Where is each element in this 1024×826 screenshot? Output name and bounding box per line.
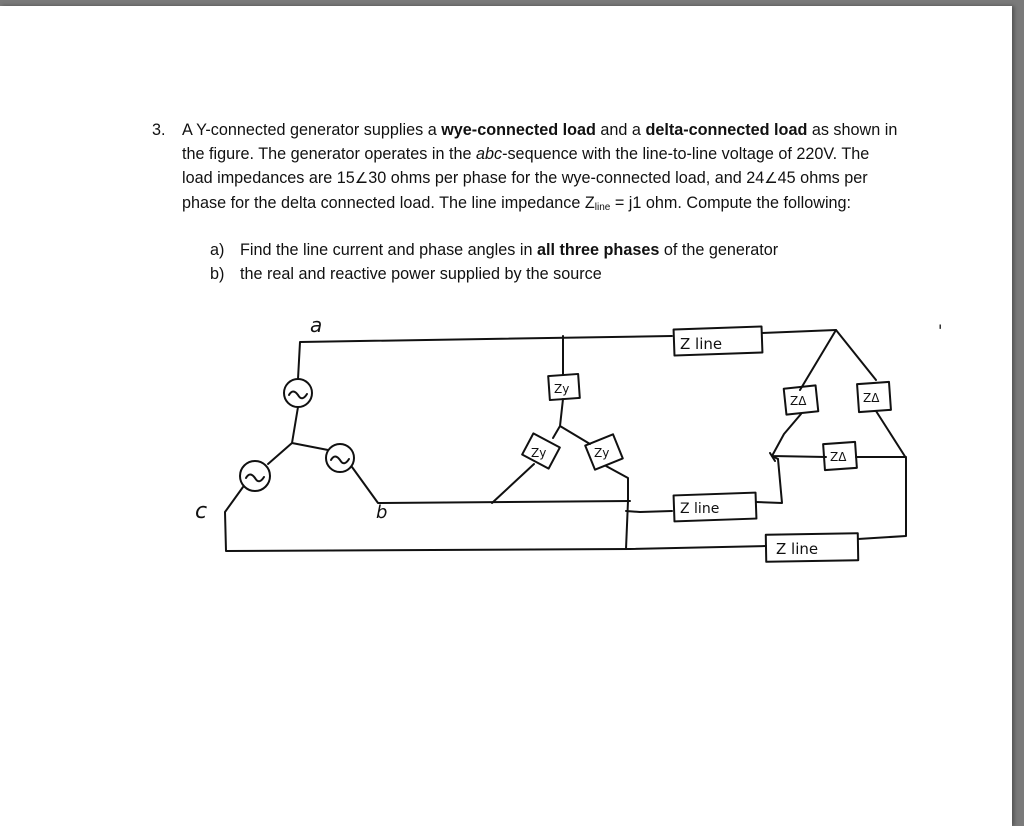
angle-symbol: ∠ <box>764 170 778 187</box>
emphasis-wye: wye-connected load <box>441 121 596 139</box>
line-impedance-c <box>766 533 858 562</box>
line-c-in <box>630 546 766 549</box>
delta-node-a <box>800 330 876 390</box>
wire-c-to-load <box>225 487 630 551</box>
wire-a-to-load <box>298 336 672 379</box>
wye-impedance-b <box>522 433 560 468</box>
svg-text:ZΔ: ZΔ <box>790 394 807 408</box>
svg-text:ZΔ: ZΔ <box>830 450 847 464</box>
delta-impedance-ca <box>857 382 891 412</box>
angle-symbol: ∠ <box>354 170 369 187</box>
svg-text:Zy: Zy <box>531 446 547 460</box>
delta-leg-ca <box>876 411 906 458</box>
generator-source-b <box>326 444 354 472</box>
svg-text:Z line: Z line <box>776 540 819 558</box>
circuit-diagram <box>0 6 1012 826</box>
delta-impedance-bc <box>823 442 857 470</box>
wye-impedance-a <box>548 374 580 400</box>
wye-star-point <box>553 399 590 444</box>
emphasis-delta: delta-connected load <box>645 121 808 139</box>
svg-text:Zy: Zy <box>594 446 610 460</box>
svg-text:Zy: Zy <box>554 382 570 396</box>
node-label-a: a <box>310 313 323 337</box>
emphasis-all-phases: all three phases <box>536 241 660 259</box>
line-impedance-b <box>674 493 757 522</box>
line-impedance-a <box>674 326 763 355</box>
line-c-out <box>858 458 906 539</box>
zline-subscript: line <box>594 202 611 213</box>
svg-text:Z line: Z line <box>680 335 723 353</box>
abc-italic: abc <box>475 145 503 163</box>
junction-b-c <box>626 501 672 549</box>
generator-neutral <box>268 407 328 464</box>
stray-mark: ' <box>938 321 943 340</box>
generator-source-a <box>284 379 312 407</box>
line-a-out <box>762 330 836 333</box>
node-label-b: b <box>376 502 388 523</box>
line-b-out <box>756 459 782 503</box>
wye-phase-b-wire <box>492 464 534 503</box>
wye-impedance-c <box>585 434 623 469</box>
svg-text:Z line: Z line <box>680 501 720 517</box>
generator-source-c <box>240 461 270 491</box>
svg-text:ZΔ: ZΔ <box>863 391 880 405</box>
node-label-c: c <box>195 499 208 524</box>
question-number: 3. <box>152 121 166 139</box>
delta-leg-ab <box>772 414 801 459</box>
wire-b-to-load <box>352 467 630 503</box>
question-text: A Y-connected generator supplies a wye-connected load and a delta-connected load as shown in the figure. The generator operates in the abc-sequence with the line-to-line voltage of 220V. The load impedances are 15∠30 ohms per phase for the wye-connected load, and 24∠45 ohms per phase for the delta connected load. The line impedance $Z_{line} = j1$ ohm. Compute the following: <box>182 121 898 213</box>
wye-phase-c-wire <box>606 466 628 501</box>
document-page: 3. A Y-connected generator supplies a wye-connected load and a delta-connected load as shown in the figure. The generator operates in the abc-sequence with the line-to-line voltage of 220V. The load impedances are 15∠30 ohms per phase for the wye-connected load, and 24∠45 ohms per phase for the delta connected load. The line impedance $Z_{line} = j1$ ohm. Compute the following: a) Find the line current and phase angles in all three phases of the generator b) the real and reactive power supplied by the source Zy Zy Zy Z line Z line Z line ZΔ ZΔ ZΔ a b c ' <box>0 6 1012 826</box>
